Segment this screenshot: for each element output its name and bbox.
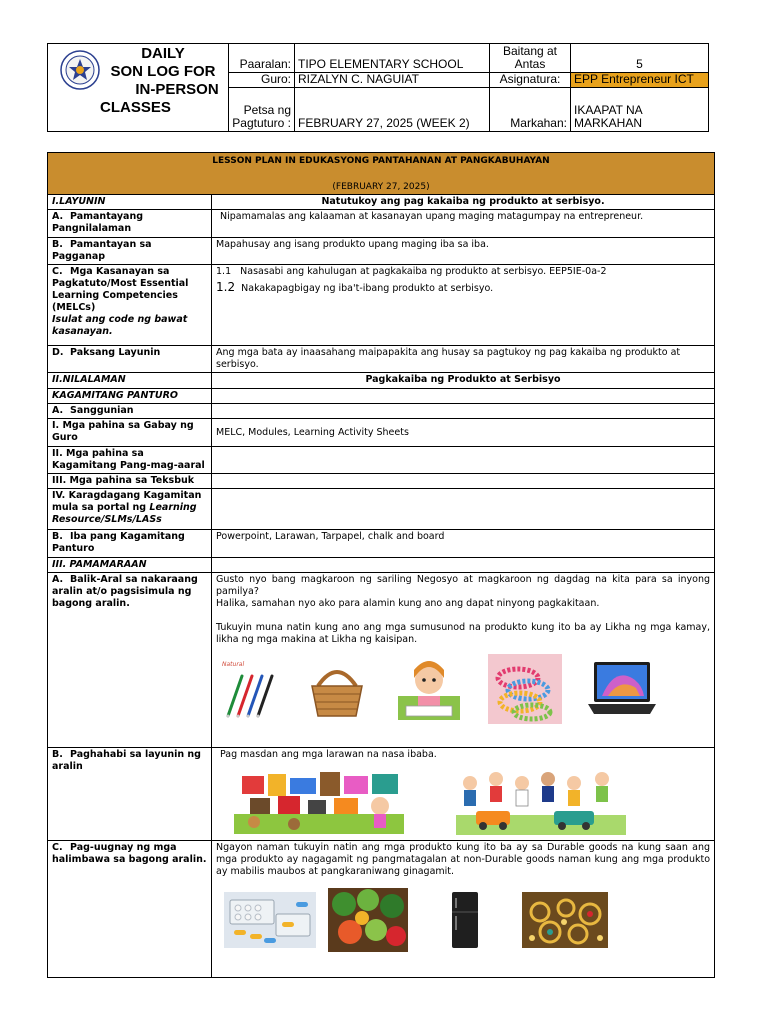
melc-label: C. Mga Kasanayan sa Pagkatuto/Most Essential Learning Competencies (MELCs) — [52, 266, 189, 313]
balik-aral-content — [212, 573, 715, 748]
pamamaraan-value — [212, 558, 715, 573]
paksang-layunin-value: Ang mga bata ay inaasahang maipapakita ang husay sa pagtukoy ng pag kakaiba ng produkto at serbisyo. — [212, 346, 715, 373]
basket-image — [304, 656, 370, 722]
kagamitan-label: KAGAMITANG PANTURO — [48, 389, 212, 404]
pens-image — [216, 656, 282, 722]
pamantayang-pangnilalaman-value: Nipamamalas ang kalaaman at kasanayan upang maging matagumpay na entrepreneur. — [212, 210, 715, 238]
pens-brand-text: Natural — [222, 661, 245, 668]
petsa-label: Petsa ng Pagtuturo : — [229, 88, 295, 132]
paaralan-value: TIPO ELEMENTARY SCHOOL — [295, 44, 490, 73]
melc-value-cell — [212, 265, 715, 346]
pag-uugnay-text: Ngayon naman tukuyin natin ang mga produkto kung ito ba ay sa Durable goods na kung saan ang mga produkto ay nagagamit ng pangmatagalan at non-Durable goods naman kung ang mga produkto ay mabilis maubos at pangkaraniwang ginagamit. — [216, 842, 711, 877]
medicine-image — [224, 892, 316, 948]
pag-uugnay-label: C. Pag-uugnay ng mga halimbawa sa bagong aralin. — [48, 841, 212, 978]
pamantayan-sa-pagganap-value: Mapahusay ang isang produkto upang maging iba sa iba. — [212, 238, 715, 265]
baitang-label: Baitang at Antas — [490, 44, 571, 73]
melc-item-2: 1.2 Nakakapagbigay ng iba't-ibang produkto at serbisyo. — [216, 280, 494, 294]
product-images — [216, 654, 710, 724]
karagdagang-kagamitan-label: IV. Karagdagang Kagamitan mula sa portal ng Learning Resource/SLMs/LASs — [48, 489, 212, 530]
goods-images — [216, 888, 710, 952]
teksbuk-value — [212, 474, 715, 489]
markahan-value: IKAAPAT NA MARKAHAN — [571, 88, 709, 132]
nilalaman-label: II.NILALAMAN — [48, 373, 212, 389]
kagamitan-value — [212, 389, 715, 404]
paghahabi-label: B. Paghahabi sa layunin ng aralin — [48, 748, 212, 841]
iba-pang-kagamitan-value: Powerpoint, Larawan, Tarpapel, chalk and board — [212, 530, 715, 558]
header-table — [47, 43, 709, 132]
lesson-plan-table — [47, 152, 715, 978]
sanggunian-label: A. Sanggunian — [48, 404, 212, 419]
products-collage-image — [234, 770, 404, 834]
asignatura-value: EPP Entrepreneur ICT — [571, 73, 709, 88]
lesson-plan-banner — [48, 153, 715, 195]
pamantayan-sa-pagganap-label: B. Pamantayan sa Pagganap — [48, 238, 212, 265]
teksbuk-label: III. Mga pahina sa Teksbuk — [48, 474, 212, 489]
karagdagang-kagamitan-value — [212, 489, 715, 530]
deped-seal-icon — [60, 50, 100, 90]
baitang-value: 5 — [571, 44, 709, 73]
asignatura-label: Asignatura: — [490, 73, 571, 88]
gabay-label: I. Mga pahina sa Gabay ng Guro — [48, 419, 212, 447]
jewelry-image — [522, 892, 608, 948]
petsa-value: FEBRUARY 27, 2025 (WEEK 2) — [295, 88, 490, 132]
paghahabi-text: Pag masdan ang mga larawan na nasa ibaba. — [220, 749, 437, 760]
laptop-image — [584, 656, 660, 722]
services-collage-image — [456, 769, 626, 835]
layunin-value: Natutukoy ang pag kakaiba ng produkto at serbisyo. — [212, 195, 715, 210]
bracelets-image — [488, 654, 562, 724]
paksang-layunin-label: D. Paksang Layunin — [48, 346, 212, 373]
banner-date: (FEBRUARY 27, 2025) — [332, 182, 430, 192]
paaralan-label: Paaralan: — [229, 44, 295, 73]
child-drawing-image — [392, 654, 466, 724]
guro-label: Guro: — [229, 73, 295, 88]
pamantayang-pangnilalaman-label: A. Pamantayang Pangnilalaman — [48, 210, 212, 238]
markahan-label: Markahan: — [490, 88, 571, 132]
melc-note: Isulat ang code ng bawat kasanayan. — [52, 314, 188, 337]
logo-title-cell — [48, 44, 229, 132]
melc-label-cell — [48, 265, 212, 346]
pamamaraan-label: III. PAMAMARAAN — [48, 558, 212, 573]
iba-pang-kagamitan-label: B. Iba pang Kagamitang Panturo — [48, 530, 212, 558]
refrigerator-image — [420, 890, 510, 950]
balik-aral-label: A. Balik-Aral sa nakaraang aralin at/o pagsisimula ng bagong aralin. — [48, 573, 212, 748]
guro-value: RIZALYN C. NAGUIAT — [295, 73, 490, 88]
kagamitang-mag-aaral-label: II. Mga pahina sa Kagamitang Pang-mag-aaral — [48, 447, 212, 474]
nilalaman-value: Pagkakaiba ng Produkto at Serbisyo — [212, 373, 715, 389]
banner-title: LESSON PLAN IN EDUKASYONG PANTAHANAN AT PANGKABUHAYAN — [212, 156, 550, 166]
sanggunian-value — [212, 404, 715, 419]
balik-aral-text-2: Halika, samahan nyo ako para alamin kung ano ang dapat ninyong pagkakitaan. — [216, 598, 600, 609]
vegetables-image — [328, 888, 408, 952]
gabay-value: MELC, Modules, Learning Activity Sheets — [212, 419, 715, 447]
balik-aral-text-1: Gusto nyo bang magkaroon ng sariling Negosyo at magkaroon ng dagdag na kita para sa inyong pamilya? — [216, 574, 711, 597]
melc-item-1: 1.1 Nasasabi ang kahulugan at pagkakaiba ng produkto at serbisyo. EEP5IE-0a-2 — [216, 266, 607, 277]
layunin-label: I.LAYUNIN — [48, 195, 212, 210]
paghahabi-images — [216, 769, 710, 835]
balik-aral-text-3: Tukuyin muna natin kung ano ang mga sumusunod na produkto kung ito ba ay Likha ng mga kamay, likha ng mga makina at Likha ng kaisipan. — [216, 622, 711, 645]
paghahabi-content — [212, 748, 715, 841]
kagamitang-mag-aaral-value — [212, 447, 715, 474]
pag-uugnay-content — [212, 841, 715, 978]
page-title: DAILY SON LOG FOR IN-PERSON CLASSES — [100, 45, 219, 116]
